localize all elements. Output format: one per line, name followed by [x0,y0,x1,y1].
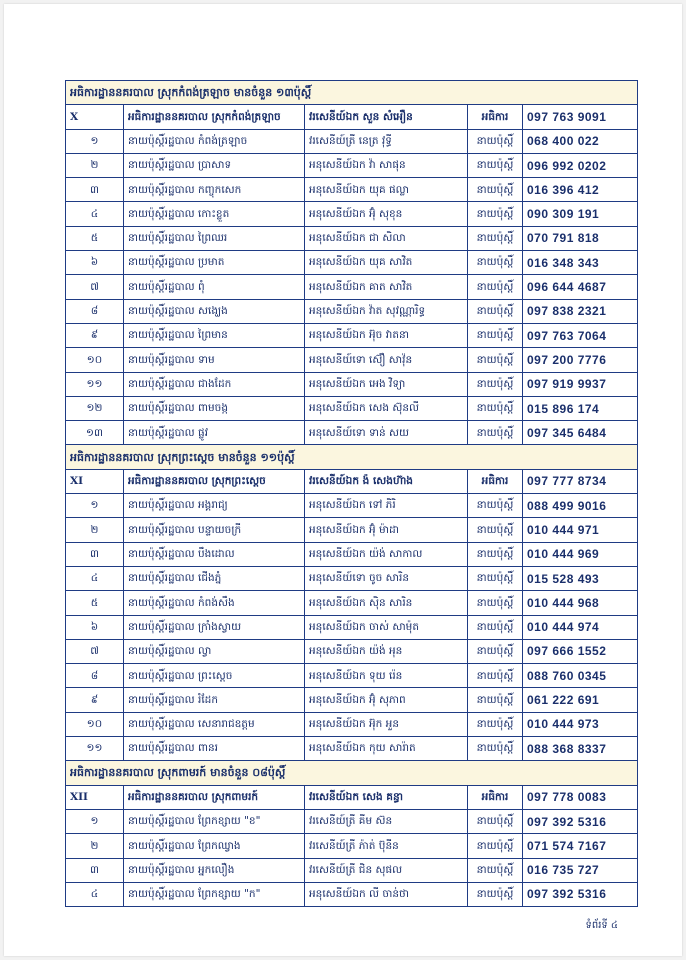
cell-number: ៣ [66,178,124,202]
cell-unit: នាយប៉ុស្ដិ៍រដ្ឋបាល សេនារាជឧត្ដម [124,712,305,736]
cell-unit: នាយប៉ុស្ដិ៍រដ្ឋបាល ព្រែកខ្សាយ "ខ" [124,809,305,833]
cell-phone: 090 309 191 [523,202,638,226]
cell-unit: នាយប៉ុស្ដិ៍រដ្ឋបាល សង្ឃេង [124,299,305,323]
cell-officer-name: អនុសេនីយ៍ឯក យ៉ង់ អុន [305,639,468,663]
cell-officer-name: អនុសេនីយ៍ឯក ជា សិលា [305,226,468,250]
cell-position: នាយប៉ុស្ដិ៍ [468,421,523,445]
cell-officer-name: អនុសេនីយ៍ឯក អ៊ុច វាតនា [305,323,468,347]
cell-number: XII [66,785,124,809]
cell-number: ១ [66,494,124,518]
cell-phone: 097 200 7776 [523,348,638,372]
cell-unit: នាយប៉ុស្ដិ៍រដ្ឋបាល ល្វា [124,639,305,663]
cell-phone: 010 444 971 [523,518,638,542]
cell-position: នាយប៉ុស្ដិ៍ [468,639,523,663]
cell-phone: 068 400 022 [523,129,638,153]
cell-phone: 071 574 7167 [523,834,638,858]
cell-officer-name: អនុសេនីយ៍ឯក លី ចាន់ថា [305,882,468,906]
cell-number: ៧ [66,639,124,663]
cell-unit: នាយប៉ុស្ដិ៍រដ្ឋបាល ពុំ [124,275,305,299]
section-title: អធិការដ្ឋាននគរបាល ស្រុកព្រះស្ដេច មានចំនួន ១១ប៉ុស្ដិ៍ [66,445,638,469]
cell-phone: 088 760 0345 [523,664,638,688]
cell-position: នាយប៉ុស្ដិ៍ [468,566,523,590]
post-row [66,372,638,396]
cell-phone: 097 763 7064 [523,323,638,347]
cell-officer-name: អនុសេនីយ៍ឯក ទៅ ភិរិ [305,494,468,518]
cell-phone: 061 222 691 [523,688,638,712]
cell-officer-name: វរសេនីយ៍ឯក សួន សំអឿន [305,105,468,129]
cell-number: ២ [66,153,124,177]
cell-position: នាយប៉ុស្ដិ៍ [468,882,523,906]
cell-unit: អធិការដ្ឋាននគរបាល ស្រុកពាមរក៍ [124,785,305,809]
cell-position: នាយប៉ុស្ដិ៍ [468,737,523,761]
cell-unit: នាយប៉ុស្ដិ៍រដ្ឋបាល បន្ទាយចក្រី [124,518,305,542]
cell-unit: នាយប៉ុស្ដិ៍រដ្ឋបាល ព្រៃមាន [124,323,305,347]
cell-unit: នាយប៉ុស្ដិ៍រដ្ឋបាល ប្រាសាទ [124,153,305,177]
cell-phone: 097 763 9091 [523,105,638,129]
cell-unit: នាយប៉ុស្ដិ៍រដ្ឋបាល ជើងភ្នំ [124,566,305,590]
cell-number: ៤ [66,202,124,226]
post-row [66,712,638,736]
cell-officer-name: អនុសេនីយ៍ទោ ស៊ឿ សាវ៉ុន [305,348,468,372]
section-title: អធិការដ្ឋាននគរបាល ស្រុកកំពង់ត្រឡាច មានចំនួន ១៣ប៉ុស្ដិ៍ [66,81,638,105]
cell-unit: នាយប៉ុស្ដិ៍រដ្ឋបាល ប្រមាត [124,251,305,275]
cell-position: នាយប៉ុស្ដិ៍ [468,809,523,833]
cell-phone: 097 838 2321 [523,299,638,323]
post-row [66,275,638,299]
cell-unit: នាយប៉ុស្ដិ៍រដ្ឋបាល អ្នកលឿង [124,858,305,882]
cell-number: X [66,105,124,129]
cell-number: XI [66,469,124,493]
cell-phone: 097 392 5316 [523,882,638,906]
post-row [66,664,638,688]
cell-number: ១១ [66,737,124,761]
cell-unit: នាយប៉ុស្ដិ៍រដ្ឋបាល អង្គរាជ្យ [124,494,305,518]
post-row [66,129,638,153]
cell-phone: 097 777 8734 [523,469,638,493]
cell-phone: 096 644 4687 [523,275,638,299]
cell-officer-name: អនុសេនីយ៍ឯក អ៊ុំ សុភាព [305,688,468,712]
cell-position: នាយប៉ុស្ដិ៍ [468,372,523,396]
cell-officer-name: អនុសេនីយ៍ឯក កុយ សារ៉ាត [305,737,468,761]
cell-number: ១២ [66,396,124,420]
cell-unit: នាយប៉ុស្ដិ៍រដ្ឋបាល កំពង់ត្រឡាច [124,129,305,153]
cell-number: ៩ [66,323,124,347]
cell-phone: 097 392 5316 [523,809,638,833]
cell-unit: នាយប៉ុស្ដិ៍រដ្ឋបាល ព្រះស្ដេច [124,664,305,688]
cell-number: ២ [66,518,124,542]
cell-number: ៣ [66,858,124,882]
cell-position: នាយប៉ុស្ដិ៍ [468,542,523,566]
post-row [66,348,638,372]
cell-number: ២ [66,834,124,858]
cell-officer-name: អនុសេនីយ៍ឯក វ៉ាត សុវណ្ណារិទ្ធ [305,299,468,323]
post-row [66,737,638,761]
section-header-row [66,761,638,785]
cell-unit: នាយប៉ុស្ដិ៍រដ្ឋបាល ផ្លូវ [124,421,305,445]
cell-position: នាយប៉ុស្ដិ៍ [468,494,523,518]
cell-phone: 016 735 727 [523,858,638,882]
cell-phone: 016 348 343 [523,251,638,275]
cell-phone: 088 499 9016 [523,494,638,518]
cell-number: ៤ [66,882,124,906]
document-page [4,4,682,956]
cell-position: នាយប៉ុស្ដិ៍ [468,688,523,712]
cell-officer-name: អនុសេនីយ៍ឯក អ៊ុំ សុខុន [305,202,468,226]
post-row [66,494,638,518]
section-header-row [66,81,638,105]
cell-officer-name: វរសេនីយ៍ឯក សេង គន្ធា [305,785,468,809]
cell-number: ៦ [66,615,124,639]
cell-officer-name: វរសេនីយ៍ត្រី គីម ស៊ន [305,809,468,833]
post-row [66,542,638,566]
cell-position: នាយប៉ុស្ដិ៍ [468,275,523,299]
cell-officer-name: អនុសេនីយ៍ឯក អេង វិទ្យា [305,372,468,396]
cell-officer-name: វរសេនីយ៍ត្រី ជិន សុផល [305,858,468,882]
cell-unit: អធិការដ្ឋាននគរបាល ស្រុកកំពង់ត្រឡាច [124,105,305,129]
cell-number: ៨ [66,299,124,323]
cell-unit: នាយប៉ុស្ដិ៍រដ្ឋបាល ទាម [124,348,305,372]
cell-phone: 015 528 493 [523,566,638,590]
cell-number: ៤ [66,566,124,590]
cell-officer-name: អនុសេនីយ៍ឯក វ៉ា សាផុន [305,153,468,177]
page-number: ទំព័រទី ៤ [585,920,618,931]
post-row [66,299,638,323]
cell-officer-name: អនុសេនីយ៍ឯក យុគ សាវិត [305,251,468,275]
post-row [66,202,638,226]
post-row [66,421,638,445]
cell-position: នាយប៉ុស្ដិ៍ [468,348,523,372]
cell-phone: 015 896 174 [523,396,638,420]
cell-position: អធិការ [468,469,523,493]
cell-position: នាយប៉ុស្ដិ៍ [468,251,523,275]
cell-number: ១១ [66,372,124,396]
post-row [66,688,638,712]
post-row [66,809,638,833]
cell-officer-name: អនុសេនីយ៍ឯក ស៊ិន សារិន [305,591,468,615]
cell-officer-name: អនុសេនីយ៍ឯក យ៉ង់ សាកាល [305,542,468,566]
cell-number: ១០ [66,348,124,372]
post-row [66,518,638,542]
cell-unit: នាយប៉ុស្ដិ៍រដ្ឋបាល ព្រែកខ្សាយ "ក" [124,882,305,906]
commissariat-row [66,785,638,809]
commissariat-row [66,105,638,129]
cell-position: នាយប៉ុស្ដិ៍ [468,323,523,347]
cell-unit: នាយប៉ុស្ដិ៍រដ្ឋបាល ព្រៃឈរ [124,226,305,250]
cell-phone: 097 345 6484 [523,421,638,445]
cell-officer-name: អនុសេនីយ៍ឯក អ៊ុំ ម៉ាដា [305,518,468,542]
cell-unit: នាយប៉ុស្ដិ៍រដ្ឋបាល កោះខ្លួត [124,202,305,226]
cell-unit: អធិការដ្ឋាននគរបាល ស្រុកព្រះស្ដេច [124,469,305,493]
cell-number: ៨ [66,664,124,688]
cell-officer-name: អនុសេនីយ៍ទោ ទាន់ សយ [305,421,468,445]
cell-position: នាយប៉ុស្ដិ៍ [468,129,523,153]
post-row [66,251,638,275]
cell-number: ៩ [66,688,124,712]
cell-number: ៥ [66,591,124,615]
cell-phone: 097 666 1552 [523,639,638,663]
cell-phone: 010 444 968 [523,591,638,615]
cell-position: នាយប៉ុស្ដិ៍ [468,858,523,882]
cell-phone: 010 444 969 [523,542,638,566]
post-row [66,226,638,250]
post-row [66,858,638,882]
cell-unit: នាយប៉ុស្ដិ៍រដ្ឋបាល បឹងដោល [124,542,305,566]
cell-phone: 096 992 0202 [523,153,638,177]
contact-directory-table [65,80,638,907]
cell-position: នាយប៉ុស្ដិ៍ [468,226,523,250]
post-row [66,591,638,615]
cell-position: នាយប៉ុស្ដិ៍ [468,299,523,323]
cell-unit: នាយប៉ុស្ដិ៍រដ្ឋបាល ក្រាំងស្វាយ [124,615,305,639]
cell-position: នាយប៉ុស្ដិ៍ [468,202,523,226]
cell-officer-name: អនុសេនីយ៍ឯក ចាស់ សាម៉ុត [305,615,468,639]
post-row [66,639,638,663]
cell-position: អធិការ [468,785,523,809]
cell-officer-name: វរសេនីយ៍ត្រី នេត្រ វុទ្ធី [305,129,468,153]
cell-officer-name: វរសេនីយ៍ត្រី ភ៉ាត់ ប៊ុនីន [305,834,468,858]
cell-phone: 097 919 9937 [523,372,638,396]
table-body [66,81,638,907]
cell-officer-name: អនុសេនីយ៍ឯក យុគ ផល្លា [305,178,468,202]
cell-number: ៦ [66,251,124,275]
cell-position: នាយប៉ុស្ដិ៍ [468,153,523,177]
post-row [66,178,638,202]
cell-number: ៧ [66,275,124,299]
cell-position: នាយប៉ុស្ដិ៍ [468,518,523,542]
cell-position: នាយប៉ុស្ដិ៍ [468,712,523,736]
cell-position: នាយប៉ុស្ដិ៍ [468,834,523,858]
cell-number: ១០ [66,712,124,736]
commissariat-row [66,469,638,493]
cell-phone: 088 368 8337 [523,737,638,761]
cell-unit: នាយប៉ុស្ដិ៍រដ្ឋបាល ពាមចង្ក [124,396,305,420]
post-row [66,153,638,177]
post-row [66,882,638,906]
cell-position: នាយប៉ុស្ដិ៍ [468,591,523,615]
cell-phone: 010 444 973 [523,712,638,736]
post-row [66,615,638,639]
cell-officer-name: វរសេនីយ៍ឯក ង៉ សេងហ៊ាង [305,469,468,493]
cell-officer-name: អនុសេនីយ៍ឯក អ៊ុក អួន [305,712,468,736]
cell-position: នាយប៉ុស្ដិ៍ [468,664,523,688]
cell-phone: 016 396 412 [523,178,638,202]
cell-position: នាយប៉ុស្ដិ៍ [468,615,523,639]
cell-number: ៥ [66,226,124,250]
cell-phone: 010 444 974 [523,615,638,639]
cell-officer-name: អនុសេនីយ៍ទោ ចូច សារិន [305,566,468,590]
cell-phone: 070 791 818 [523,226,638,250]
cell-unit: នាយប៉ុស្ដិ៍រដ្ឋបាល កញ្ចុកសេក [124,178,305,202]
post-row [66,396,638,420]
cell-position: នាយប៉ុស្ដិ៍ [468,396,523,420]
section-title: អធិការដ្ឋាននគរបាល ស្រុកពាមរក៍ មានចំនួន ០៨ប៉ុស្ដិ៍ [66,761,638,785]
cell-unit: នាយប៉ុស្ដិ៍រដ្ឋបាល ព្រែកឈ្វាង [124,834,305,858]
cell-number: ១ [66,809,124,833]
post-row [66,323,638,347]
post-row [66,834,638,858]
section-header-row [66,445,638,469]
cell-phone: 097 778 0083 [523,785,638,809]
cell-unit: នាយប៉ុស្ដិ៍រដ្ឋបាល កំពង់សឹង [124,591,305,615]
cell-number: ១៣ [66,421,124,445]
cell-officer-name: អនុសេនីយ៍ឯក ទុយ រ៉េន [305,664,468,688]
post-row [66,566,638,590]
cell-unit: នាយប៉ុស្ដិ៍រដ្ឋបាល ពានរ [124,737,305,761]
cell-position: នាយប៉ុស្ដិ៍ [468,178,523,202]
cell-unit: នាយប៉ុស្ដិ៍រដ្ឋបាល ជាងដែក [124,372,305,396]
cell-unit: នាយប៉ុស្ដិ៍រដ្ឋបាល រំដែក [124,688,305,712]
cell-number: ១ [66,129,124,153]
cell-number: ៣ [66,542,124,566]
cell-officer-name: អនុសេនីយ៍ឯក សេង ស៊ុនលី [305,396,468,420]
cell-position: អធិការ [468,105,523,129]
cell-officer-name: អនុសេនីយ៍ឯក គាត សាវិត [305,275,468,299]
